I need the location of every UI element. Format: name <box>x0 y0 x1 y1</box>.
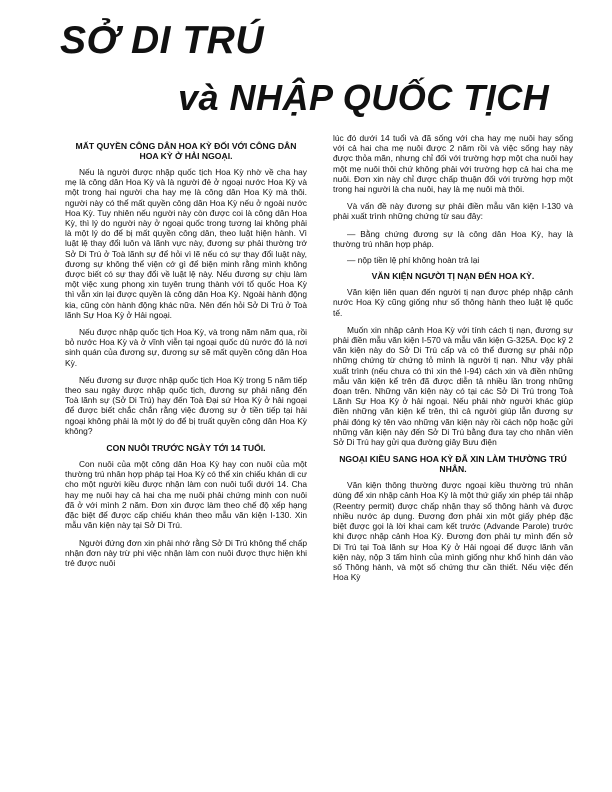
paragraph: Và vấn đề này đương sự phải điền mẫu văn kiện I-130 và phải xuất trình những chứng từ sau đây: <box>333 201 573 222</box>
paragraph: Nếu đương sự được nhập quốc tịch Hoa Kỳ trong 5 năm tiếp theo sau ngày được nhập quốc tịch, đương sự phải năng đến Toà lãnh sự (Sở Di Trú) hay đến Toà Đại sứ Hoa Kỳ ở hải ngoại để được biết chắc chắn rằng việc đương sự ở tiền tiếp tại hải ngoại không phải là một lý do để bị truất quyền công dân Hoa Kỳ không? <box>65 374 307 436</box>
paragraph: Con nuôi của một công dân Hoa Kỳ hay con nuôi của một thường trú nhân hợp pháp tại Hoa Kỳ có thể xin chiếu khán di cư cho một người kiều được nhận làm con nuôi tuổi dưới 14. Cha hay mẹ nuôi hay cả hai cha mẹ nuôi phải chứng minh con nuôi đã ở với mình 2 năm. Đơn xin được làm theo chế độ xếp hạng đặc biệt để được cấp chiếu khán theo mẫu văn kiện I-130. Xin mẫu văn kiện này tại Sở Di Trú. <box>65 459 307 531</box>
right-column <box>333 133 573 589</box>
left-column <box>65 137 307 575</box>
section-heading-adoption: CON NUÔI TRƯỚC NGÀY TỚI 14 TUỔI. <box>106 443 266 454</box>
paragraph: Nếu được nhập quốc tịch Hoa Kỳ, và trong năm năm qua, rồi bỏ nước Hoa Kỳ và ở vĩnh viễn tại ngoại quốc dù nước đó là nơi sinh quán của đương sự, đương sự sẽ mất quyền công dân Hoa Kỳ. <box>65 327 307 368</box>
paragraph: Người đứng đơn xin phải nhớ rằng Sở Di Trú không thể chấp nhận đơn này trừ phi việc nhận làm con nuôi được thực hiện khi trẻ được nuôi <box>65 537 307 568</box>
paragraph: Văn kiện thông thường được ngoại kiều thường trú nhân dùng để xin nhập cảnh Hoa Kỳ là một thứ giấy xin phép tái nhập (Reentry permit) được chấp nhận thay số thông hành và được nhiều nước áp dụng. Đương đơn phải xin một giấy phép đặc biệt được gọi là lời khai cam kết trước (Advande Parole) trước khi được nhập cảnh Hoa Kỳ. Đương đơn phải tự mình đến sở Di Trú tại Toà lãnh sự Hoa Kỳ ở Hải ngoại để được lãnh văn kiện này, nộp 3 tấm hình của mình giống như khổ hình dán vào số Thông hành, và một số chứng thư cần thiết. Nếu việc đến Hoa Kỳ <box>333 480 573 583</box>
paragraph: Nếu là người được nhập quốc tịch Hoa Kỳ nhờ về cha hay mẹ là công dân Hoa Kỳ và là người đẻ ở ngoại nước Hoa Kỳ và một trong hai người cha hay mẹ là công dân Hoa Kỳ mà thôi. người này có thể mất quyền công dân Hoa Kỳ nếu ở ngoài nước Hoa Kỳ. Tuy nhiên nếu người này còn được coi là công dân Hoa Kỳ, thì lý do người này ở ngoại quốc trong tương lai không phải là một lý do để bị mất quyền công dân, theo luật hiện hành. Vì luật lệ thay đổi luôn và lãnh vực này, đương sự phải thường trớ Sở Di Trú ở Toà lãnh sự để hỏi vì lẽ nếu có sự thay đổi luật này, đương sự không thể viện cớ gì để biện minh rằng mình không được biết có sự thay đổi về luật lệ này. Nếu đương sự chịu làm một việc xung phong xin tuyên trung thành với tổ quốc Hoa Kỳ thì vẫn xin lại được quyền là công dân Hoa Kỳ. Ngoài hành động kia, cũng còn hành động khác nữa. Nên đến hỏi Sở Di Trú ở Toà lãnh Sự Hoa Kỳ ở Hải ngoại. <box>65 167 307 320</box>
page-title: SỞ DI TRÚ <box>60 19 264 62</box>
section-heading-refugee: VĂN KIỆN NGƯỜI TỊ NẠN ĐẾN HOA KỲ. <box>371 271 535 282</box>
paragraph: Muốn xin nhập cảnh Hoa Kỳ với tính cách tị nạn, đương sự phải điền mẫu văn kiện I-570 và mẫu văn kiện G-325A. Đọc kỹ 2 văn kiện này do Sở Di Trú cấp và có thể đương sự phải nộp những chứng từ chứng tỏ mình là người tị nạn. Như vậy phải xuất trình (nếu chưa có thì xin thẻ I-94) cách xin và điền những mẫu văn kiện kể trên đã được diễn tả nhiều lần trong những đoạn trên. Những văn kiện này có tại các Sở Di Trú trong Toà Lãnh Sự Hoa Kỳ ở hải ngoại. Nếu phải nhờ người khác giúp điền những văn kiện kể trên, thì cả người giúp lẫn đương sự phải đóng ký tên vào những văn kiện này rồi cách nộp hoặc gửi những văn kiện này đến Sở Di Trú bằng đưa tay cho nhân viên Sở Di Trú hay gửi qua đường giây Bưu điện <box>333 324 573 448</box>
list-item: — Bằng chứng đương sự là công dân Hoa Kỳ, hay là thường trú nhân hợp pháp. <box>333 228 573 249</box>
list-item: — nộp tiền lệ phí không hoàn trả lại <box>347 255 480 266</box>
section-heading-resident: NGOẠI KIỀU SANG HOA KỲ ĐÃ XIN LÀM THƯỜNG TRÚ NHÂN. <box>339 454 567 475</box>
section-heading-citizenship: MẤT QUYỀN CÔNG DÂN HOA KỲ ĐỐI VỚI CÔNG DÂN HOA KỲ Ở HẢI NGOẠI. <box>75 141 297 161</box>
paragraph: Văn kiện liên quan đến người tị nạn được phép nhập cảnh nước Hoa Kỳ cũng giống như số thông hành theo luật lệ quốc tế. <box>333 287 573 318</box>
page-subtitle: và NHẬP QUỐC TỊCH <box>178 77 550 118</box>
paragraph: lúc đó dưới 14 tuổi và đã sống với cha hay mẹ nuôi hay sống với cả hai cha mẹ nuôi được 2 năm rồi và việc sống hay này được thỏa mãn, nhưng chỉ đối với trường hợp một cha nuôi hay một mẹ nuôi thôi chứ không phải với trường hợp cả hai cha mẹ nuôi. Đơn xin này chỉ được chấp thuận đối với trường hợp một trong hai người là cha nuôi, hay là mẹ nuôi mà thôi. <box>333 133 573 195</box>
